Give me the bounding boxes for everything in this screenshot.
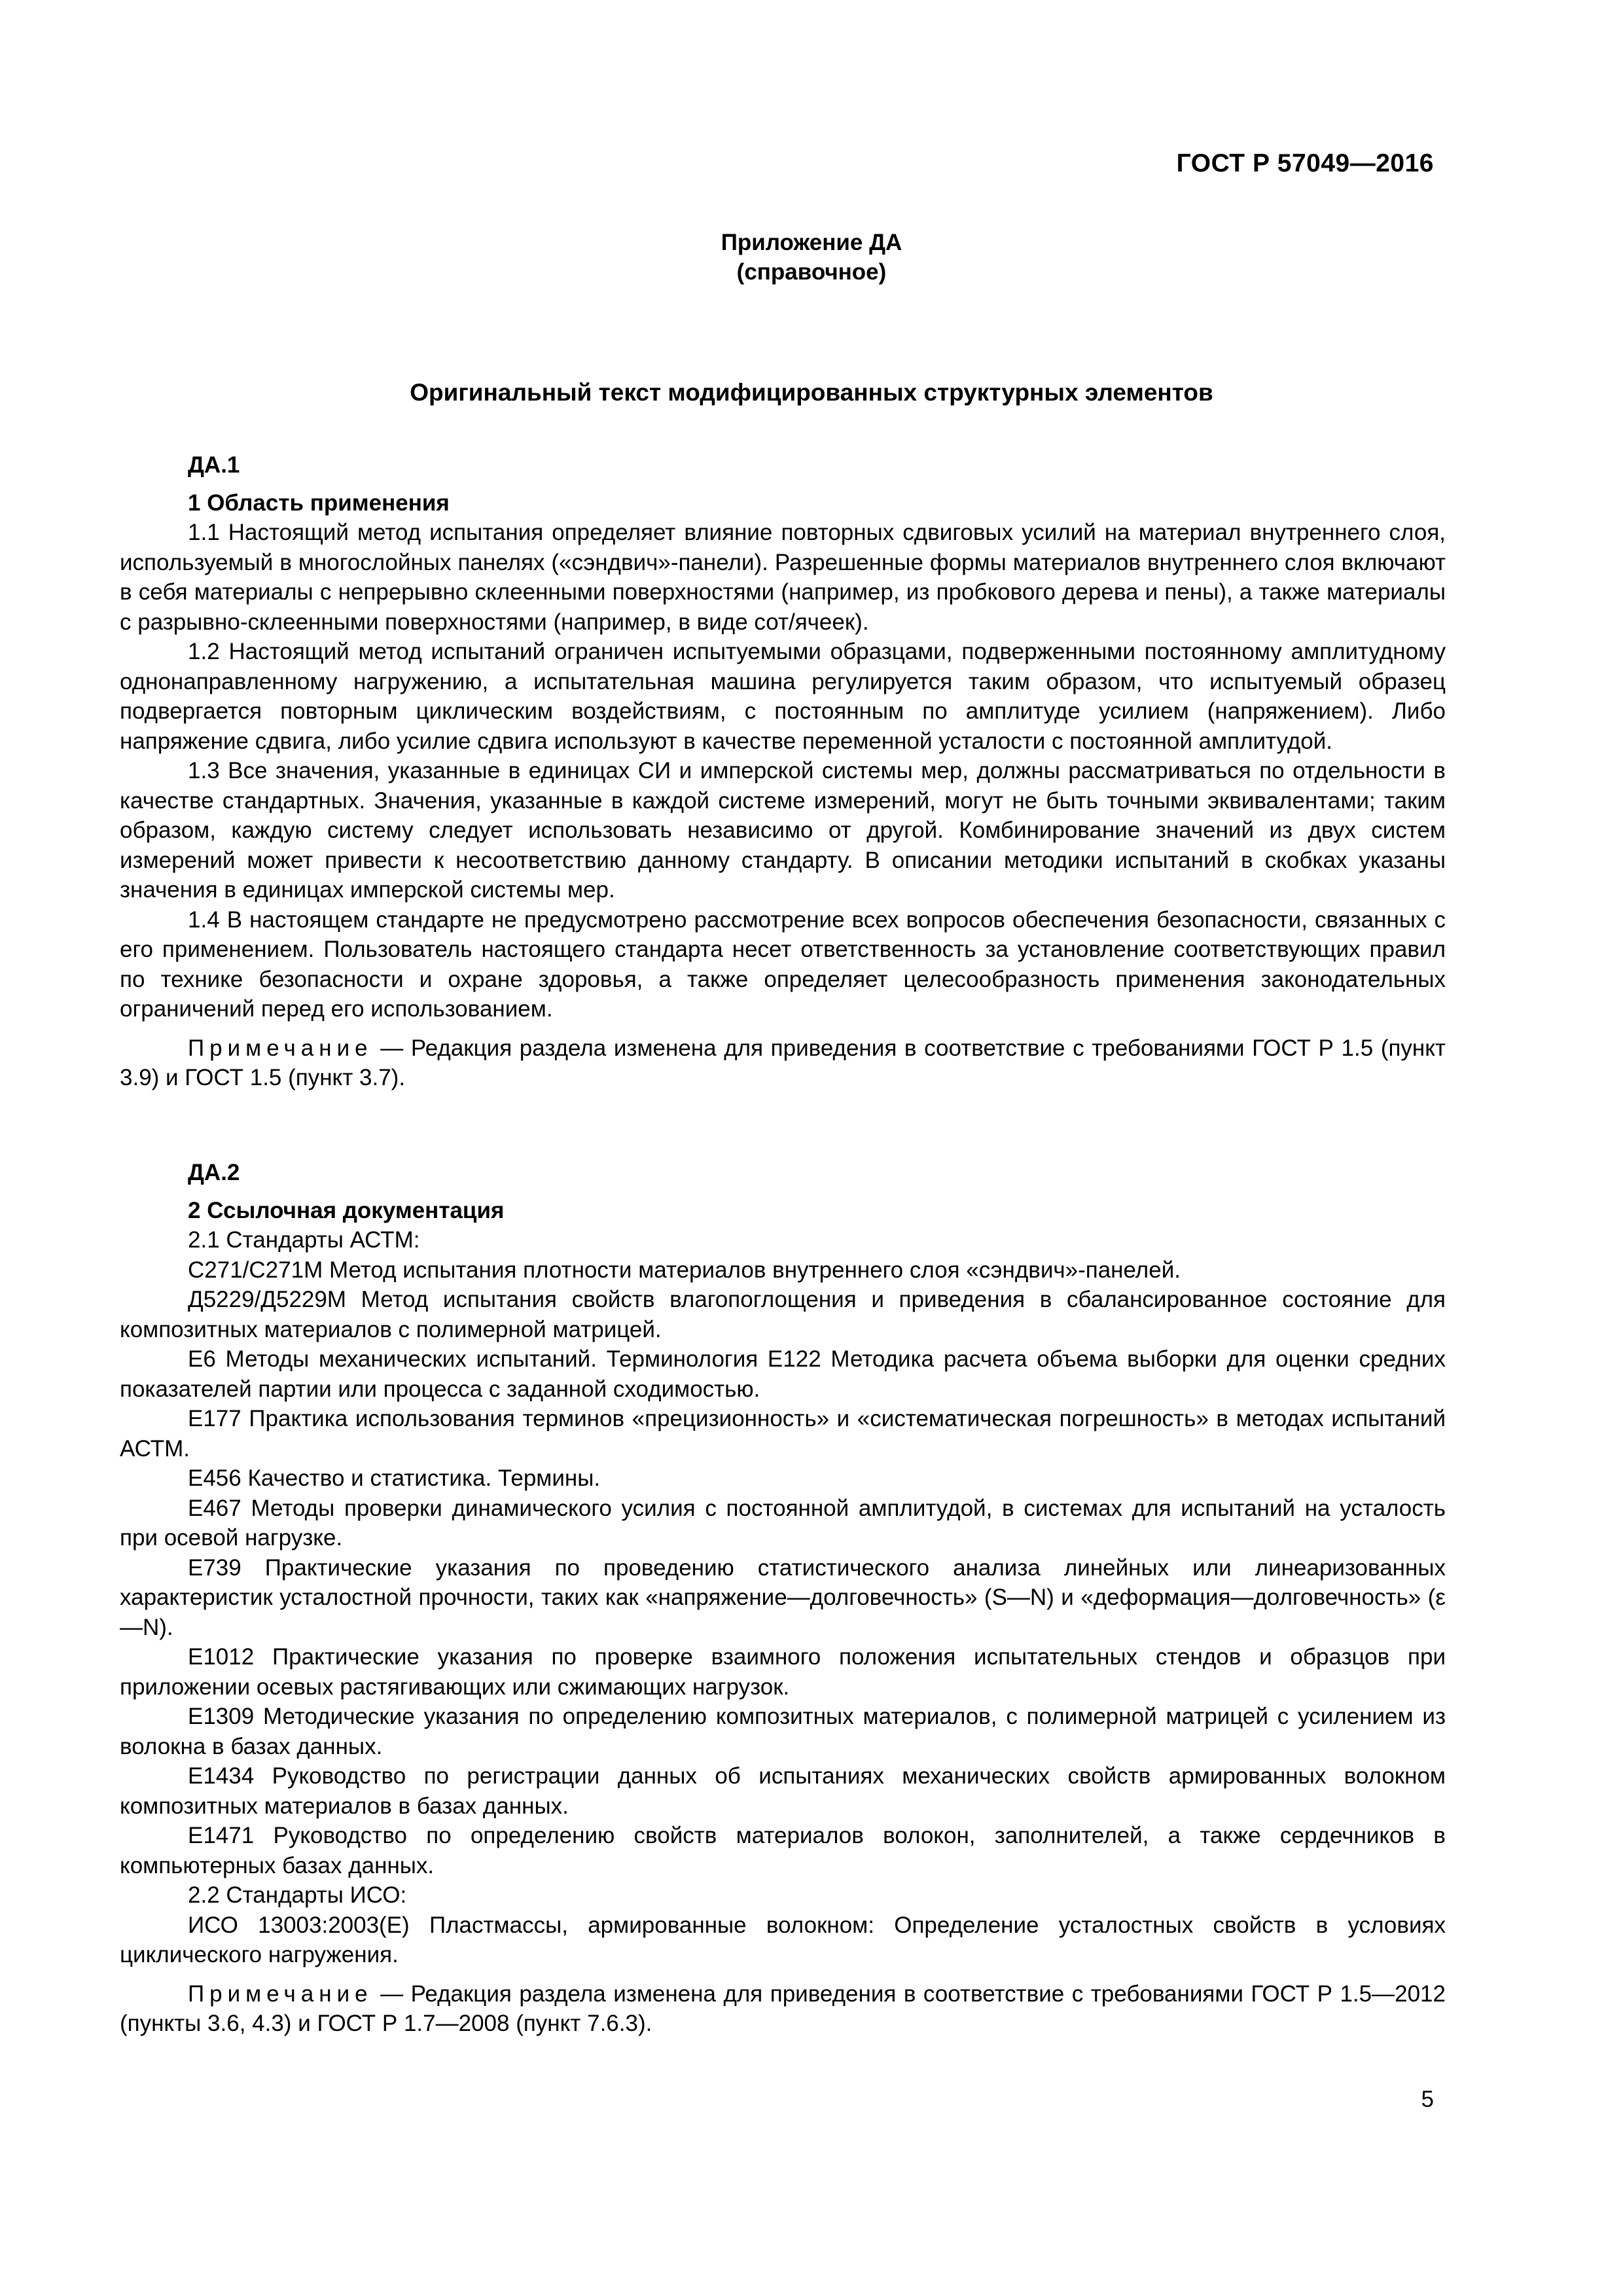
section-da1 <box>120 450 1446 1093</box>
section-heading: 1 Область применения <box>188 490 450 516</box>
note <box>120 1979 1446 2039</box>
paragraph: Е1309 Методические указания по определению композитных материалов, с полимерной матрицей с усилением из волокна в базах данных. <box>120 1704 1446 1759</box>
paragraph: Е1434 Руководство по регистрации данных об испытаниях механических свойств армированных волокном композитных материалов в базах данных. <box>120 1763 1446 1819</box>
appendix-type: (справочное) <box>736 259 887 285</box>
note-label: Примечание <box>188 1981 373 2007</box>
paragraph: 2.1 Стандарты АСТМ: <box>188 1227 420 1253</box>
paragraph: 1.4 В настоящем стандарте не предусмотрено рассмотрение всех вопросов обеспечения безопасности, связанных с его применением. Пользователь настоящего стандарта несет ответственность за установление соответствующих правил по технике безопасности и охране здоровья, а также определяет целесообразность применения законодательных ограничений перед его использованием. <box>120 906 1446 1022</box>
paragraph: Е1471 Руководство по определению свойств материалов волокон, заполнителей, а также сердечников в компьютерных базах данных. <box>120 1823 1446 1878</box>
paragraph: 1.1 Настоящий метод испытания определяет влияние повторных сдвиговых усилий на материал внутреннего слоя, используемый в многослойных панелях («сэндвич»-панели). Разрешенные формы материалов внутреннего слоя включают в себя материалы с непрерывно склеенными поверхностями (например, из пробкового дерева и пены), а также материалы с разрывно-склеенными поверхностями (например, в виде сот/ячеек). <box>120 520 1446 635</box>
spacer <box>120 480 1446 488</box>
paragraph: 1.3 Все значения, указанные в единицах СИ и имперской системы мер, должны рассматриваться по отдельности в качестве стандартных. Значения, указанные в каждой системе измерений, могут не быть точными эквивалентами; таким образом, каждую систему следует использовать независимо от другой. Комбинирование значений из двух систем измерений может привести к несоответствию данному стандарту. В описании методики испытаний в скобках указаны значения в единицах имперской системы мер. <box>120 758 1446 903</box>
paragraph: 2.2 Стандарты ИСО: <box>188 1882 407 1908</box>
appendix-label: Приложение ДА <box>721 230 902 255</box>
document-code: ГОСТ Р 57049—2016 <box>1176 149 1434 177</box>
note <box>120 1033 1446 1093</box>
paragraph: Е467 Методы проверки динамического усилия с постоянной амплитудой, в системах для испытаний на усталость при осевой нагрузке. <box>120 1495 1446 1551</box>
paragraph: Е6 Методы механических испытаний. Терминология Е122 Методика расчета объема выборки для оценки средних показателей партии или процесса с заданной сходимостью. <box>120 1346 1446 1402</box>
section-da2 <box>120 1158 1446 2039</box>
paragraph: Е177 Практика использования терминов «прецизионность» и «систематическая погрешность» в методах испытаний АСТМ. <box>120 1406 1446 1462</box>
spacer <box>120 1188 1446 1196</box>
paragraph: 1.2 Настоящий метод испытаний ограничен испытуемыми образцами, подверженными постоянному амплитудному однонаправленному нагружению, а испытательная машина регулируется таким образом, что испытуемый образец подвергается повторным циклическим воздействиям, с постоянным по амплитуде усилием (напряжением). Либо напряжение сдвига, либо усилие сдвига используют в качестве переменной усталости с постоянной амплитудой. <box>120 639 1446 754</box>
note-text: — Редакция раздела изменена для приведения в соответствие с требованиями ГОСТ Р 1.5 (пункт 3.9) и ГОСТ 1.5 (пункт 3.7). <box>120 1035 1446 1090</box>
paragraph: ИСО 13003:2003(Е) Пластмассы, армированные волокном: Определение усталостных свойств в условиях циклического нагружения. <box>120 1912 1446 1967</box>
appendix-heading <box>0 228 1623 287</box>
paragraph: С271/С271М Метод испытания плотности материалов внутреннего слоя «сэндвич»-панелей. <box>188 1257 1181 1283</box>
paragraph: Д5229/Д5229М Метод испытания свойств влагопоглощения и приведения в сбалансированное состояние для композитных материалов с полимерной матрицей. <box>120 1287 1446 1342</box>
appendix-title: Оригинальный текст модифицированных структурных элементов <box>410 379 1213 406</box>
section-label: ДА.2 <box>188 1160 240 1185</box>
section-heading: 2 Ссылочная документация <box>188 1197 505 1223</box>
paragraph: Е1012 Практические указания по проверке взаимного положения испытательных стендов и образцов при приложении осевых растягивающих или сжимающих нагрузок. <box>120 1644 1446 1700</box>
section-label: ДА.1 <box>188 452 240 478</box>
paragraph: Е739 Практические указания по проведению статистического анализа линейных или линеаризованных характеристик усталостной прочности, таких как «напряжение—долговечность» (S—N) и «деформация—долговечность» (ε—N). <box>120 1554 1446 1640</box>
page-number: 5 <box>1421 2087 1434 2112</box>
note-text: — Редакция раздела изменена для приведения в соответствие с требованиями ГОСТ Р 1.5—2012 (пункты 3.6, 4.3) и ГОСТ Р 1.7—2008 (пункт 7.6.3). <box>120 1981 1446 2036</box>
note-label: Примечание <box>188 1035 373 1061</box>
paragraph: Е456 Качество и статистика. Термины. <box>188 1465 601 1491</box>
